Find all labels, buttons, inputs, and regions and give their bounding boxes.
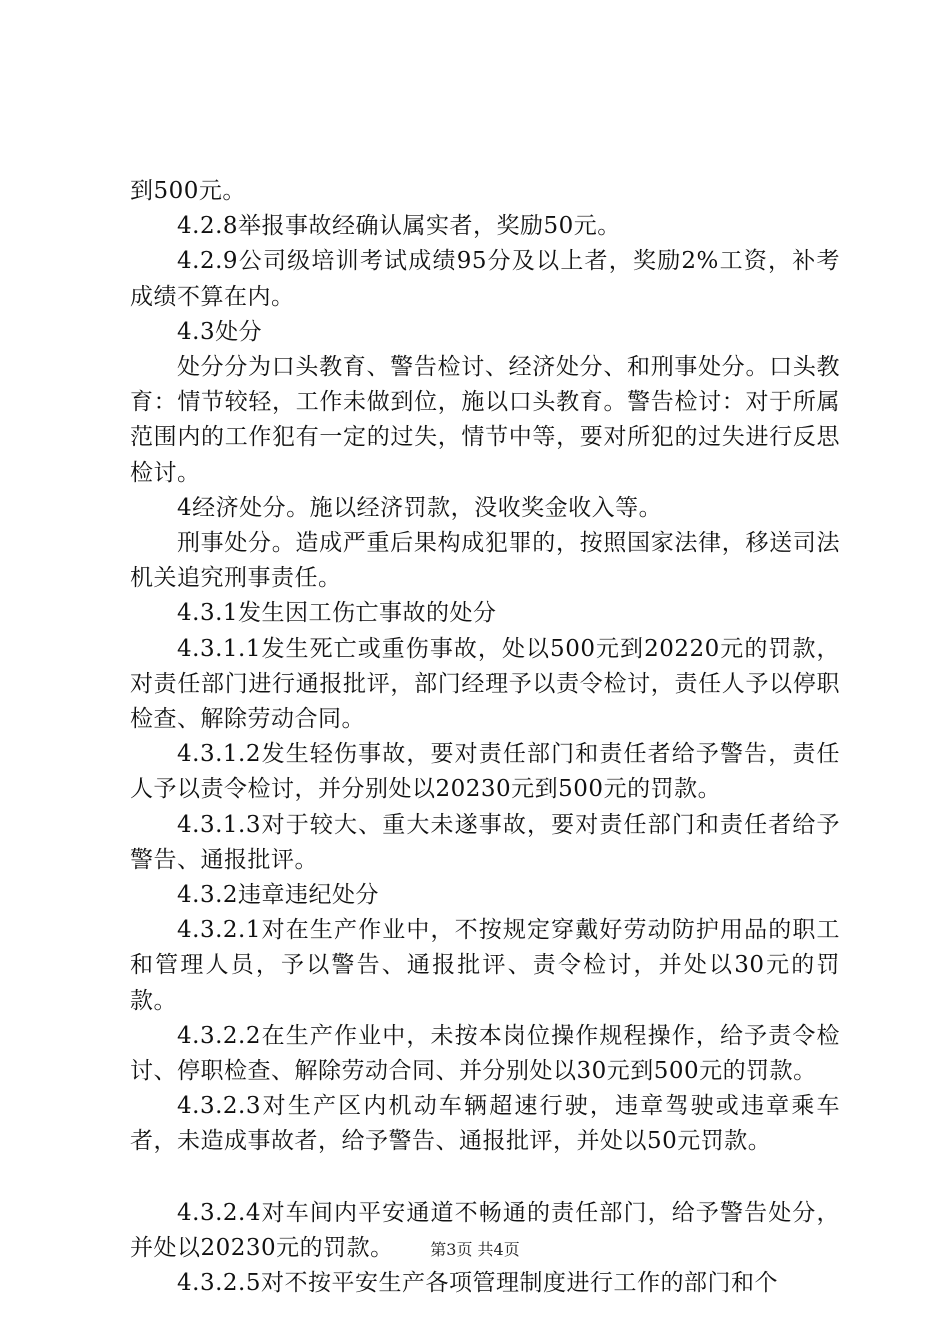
page-footer: 第3页 共4页 [430,1240,520,1259]
paragraph-4-3-2-1: 4.3.2.1对在生产作业中，不按规定穿戴好劳动防护用品的职工和管理人员，予以警告、通报批评、责令检讨，并处以30元的罚款。 [130,917,840,1014]
paragraph-4-3-1-2: 4.3.1.2发生轻伤事故，要对责任部门和责任者给予警告，责任人予以责令检讨，并分别处以20230元到500元的罚款。 [130,741,840,803]
paragraph-4-3-1-1: 4.3.1.1发生死亡或重伤事故，处以500元到20220元的罚款，对责任部门进行通报批评，部门经理予以责令检讨，责任人予以停职检查、解除劳动合同。 [130,635,840,733]
paragraph-economic-punishment: 4经济处分。施以经济罚款，没收奖金收入等。 [177,494,663,521]
paragraph-4-3-2-2: 4.3.2.2在生产作业中，未按本岗位操作规程操作，给予责令检讨、停职检查、解除劳动合同、并分别处以30元到500元的罚款。 [130,1022,840,1085]
section-heading-4-3-1: 4.3.1发生因工伤亡事故的处分 [177,600,497,627]
paragraph-gap [130,1160,840,1196]
paragraph-criminal-punishment: 刑事处分。造成严重后果构成犯罪的，按照国家法律，移送司法机关追究刑事责任。 [130,530,840,592]
paragraph-punishment-types: 处分分为口头教育、警告检讨、经济处分、和刑事处分。口头教育：情节较轻，工作未做到位，施以口头教育。警告检讨：对于所属范围内的工作犯有一定的过失，情节中等，要对所犯的过失进行反思检讨。 [130,354,840,486]
section-heading-4-3: 4.3处分 [177,318,263,345]
paragraph-4-2-9: 4.2.9公司级培训考试成绩95分及以上者，奖励2%工资，补考成绩不算在内。 [130,248,840,310]
paragraph-4-3-1-3: 4.3.1.3对于较大、重大未遂事故，要对责任部门和责任者给予警告、通报批评。 [130,811,840,873]
paragraph-4-3-2-3: 4.3.2.3对生产区内机动车辆超速行驶，违章驾驶或违章乘车者，未造成事故者，给予警告、通报批评，并处以50元罚款。 [130,1093,840,1155]
section-heading-4-3-2: 4.3.2违章违纪处分 [177,882,380,909]
document-body [130,174,840,1301]
paragraph-4-3-2-5: 4.3.2.5对不按平安生产各项管理制度进行工作的部门和个 [177,1270,778,1297]
paragraph-4-2-8: 4.2.8举报事故经确认属实者，奖励50元。 [177,213,621,240]
paragraph-continuation: 到500元。 [130,178,246,204]
paragraph-4-3-2-4: 4.3.2.4对车间内平安通道不畅通的责任部门，给予警告处分，并处以20230元的罚款。 [130,1199,840,1261]
